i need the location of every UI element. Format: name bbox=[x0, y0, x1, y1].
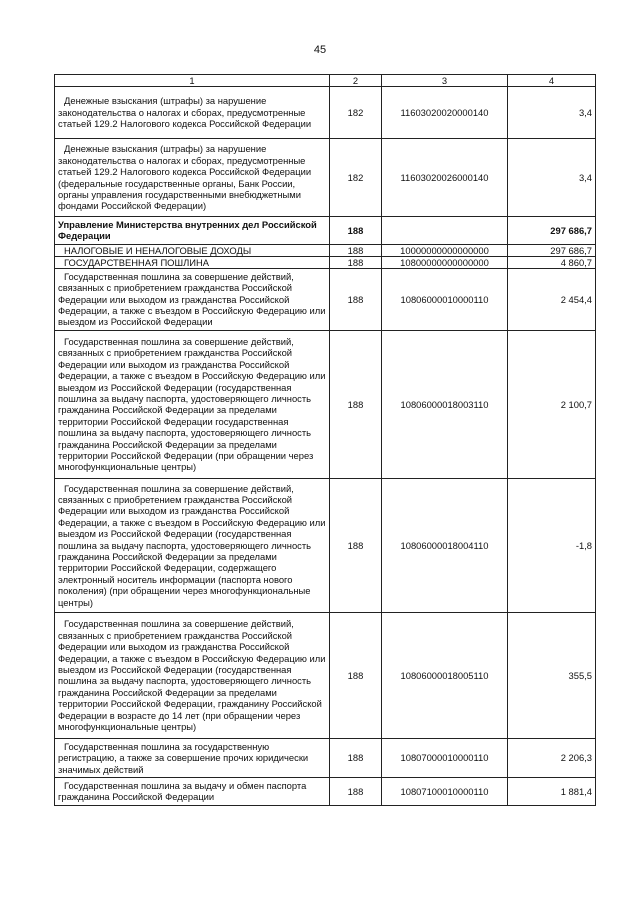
row-kbk-code: 10000000000000000 bbox=[382, 244, 508, 256]
row-kbk-code: 10806000018005110 bbox=[382, 612, 508, 738]
table-row bbox=[55, 139, 596, 217]
table-row bbox=[55, 330, 596, 478]
table-row bbox=[55, 256, 596, 268]
table-row bbox=[55, 244, 596, 256]
row-kbk-code: 10806000018003110 bbox=[382, 330, 508, 478]
row-amount: 2 100,7 bbox=[508, 330, 596, 478]
row-admin-code: 188 bbox=[330, 330, 382, 478]
row-amount: 3,4 bbox=[508, 139, 596, 217]
row-admin-code: 188 bbox=[330, 256, 382, 268]
row-description: НАЛОГОВЫЕ И НЕНАЛОГОВЫЕ ДОХОДЫ bbox=[55, 244, 330, 256]
table-row bbox=[55, 778, 596, 806]
row-kbk-code bbox=[382, 217, 508, 245]
row-kbk-code: 10807100010000110 bbox=[382, 778, 508, 806]
header-col-4: 4 bbox=[508, 75, 596, 87]
row-description: ГОСУДАРСТВЕННАЯ ПОШЛИНА bbox=[55, 256, 330, 268]
row-admin-code: 188 bbox=[330, 268, 382, 330]
table-row bbox=[55, 87, 596, 139]
row-description: Государственная пошлина за выдачу и обмен паспорта гражданина Российской Федерации bbox=[55, 778, 330, 806]
row-amount: 2 206,3 bbox=[508, 738, 596, 777]
row-admin-code: 182 bbox=[330, 87, 382, 139]
row-description: Денежные взыскания (штрафы) за нарушение законодательства о налогах и сборах, предусмотренные статьей 129.2 Налогового кодекса Российской Федерации (федеральные государственные органы, Банк России, органы управления государственными внебюджетными фондами Российской Федерации) bbox=[55, 139, 330, 217]
row-kbk-code: 10806000018004110 bbox=[382, 478, 508, 612]
row-amount: 297 686,7 bbox=[508, 217, 596, 245]
row-kbk-code: 10807000010000110 bbox=[382, 738, 508, 777]
header-col-1: 1 bbox=[55, 75, 330, 87]
revenue-table bbox=[54, 74, 596, 806]
row-admin-code: 188 bbox=[330, 244, 382, 256]
table-row-section bbox=[55, 217, 596, 245]
row-description: Управление Министерства внутренних дел Российской Федерации bbox=[55, 217, 330, 245]
row-description: Государственная пошлина за совершение действий, связанных с приобретением гражданства Российской Федерации или выходом из гражданства Российской Федерации, а также с въездом в Российскую Федерацию или выездом из Российской Федерации bbox=[55, 268, 330, 330]
row-amount: -1,8 bbox=[508, 478, 596, 612]
row-amount: 4 860,7 bbox=[508, 256, 596, 268]
row-amount: 1 881,4 bbox=[508, 778, 596, 806]
row-admin-code: 188 bbox=[330, 738, 382, 777]
row-kbk-code: 10806000010000110 bbox=[382, 268, 508, 330]
row-amount: 297 686,7 bbox=[508, 244, 596, 256]
row-amount: 355,5 bbox=[508, 612, 596, 738]
page-number: 45 bbox=[313, 44, 327, 56]
row-admin-code: 188 bbox=[330, 612, 382, 738]
row-admin-code: 188 bbox=[330, 478, 382, 612]
row-admin-code: 188 bbox=[330, 778, 382, 806]
table-row bbox=[55, 268, 596, 330]
row-kbk-code: 10800000000000000 bbox=[382, 256, 508, 268]
table-row bbox=[55, 738, 596, 777]
row-description: Денежные взыскания (штрафы) за нарушение законодательства о налогах и сборах, предусмотренные статьей 129.2 Налогового кодекса Российской Федерации bbox=[55, 87, 330, 139]
row-admin-code: 188 bbox=[330, 217, 382, 245]
row-amount: 3,4 bbox=[508, 87, 596, 139]
row-kbk-code: 11603020020000140 bbox=[382, 87, 508, 139]
header-col-3: 3 bbox=[382, 75, 508, 87]
row-description: Государственная пошлина за совершение действий, связанных с приобретением гражданства Российской Федерации или выходом из гражданства Российской Федерации, а также с въездом в Российскую Федерацию или выездом из Российской Федерации (государственная пошлина за выдачу паспорта, удостоверяющего личность гражданина Российской Федерации за пределами территории Российской Федерации, содержащего электронный носитель информации (паспорта нового поколения) (при обращении через многофункциональные центры) bbox=[55, 478, 330, 612]
row-description: Государственная пошлина за совершение действий, связанных с приобретением гражданства Российской Федерации или выходом из гражданства Российской Федерации, а также с въездом в Российскую Федерацию или выездом из Российской Федерации (государственная пошлина за выдачу паспорта, удостоверяющего личность гражданина Российской Федерации за пределами территории Российской Федерации государственная пошлина за выдачу паспорта, удостоверяющего личность гражданина Российской Федерации за пределами территории Российской Федерации (при обращении через многофункциональные центры) bbox=[55, 330, 330, 478]
table-header-row bbox=[55, 75, 596, 87]
row-amount: 2 454,4 bbox=[508, 268, 596, 330]
header-col-2: 2 bbox=[330, 75, 382, 87]
row-kbk-code: 11603020026000140 bbox=[382, 139, 508, 217]
table-row bbox=[55, 478, 596, 612]
table-row bbox=[55, 612, 596, 738]
row-description: Государственная пошлина за совершение действий, связанных с приобретением гражданства Российской Федерации или выходом из гражданства Российской Федерации, а также с въездом в Российскую Федерацию или выездом из Российской Федерации (государственная пошлина за выдачу паспорта, удостоверяющего личность гражданина Российской Федерации за пределами территории Российской Федерации, гражданину Российской Федерации в возрасте до 14 лет (при обращении через многофункциональные центры) bbox=[55, 612, 330, 738]
row-description: Государственная пошлина за государственную регистрацию, а также за совершение прочих юридически значимых действий bbox=[55, 738, 330, 777]
row-admin-code: 182 bbox=[330, 139, 382, 217]
